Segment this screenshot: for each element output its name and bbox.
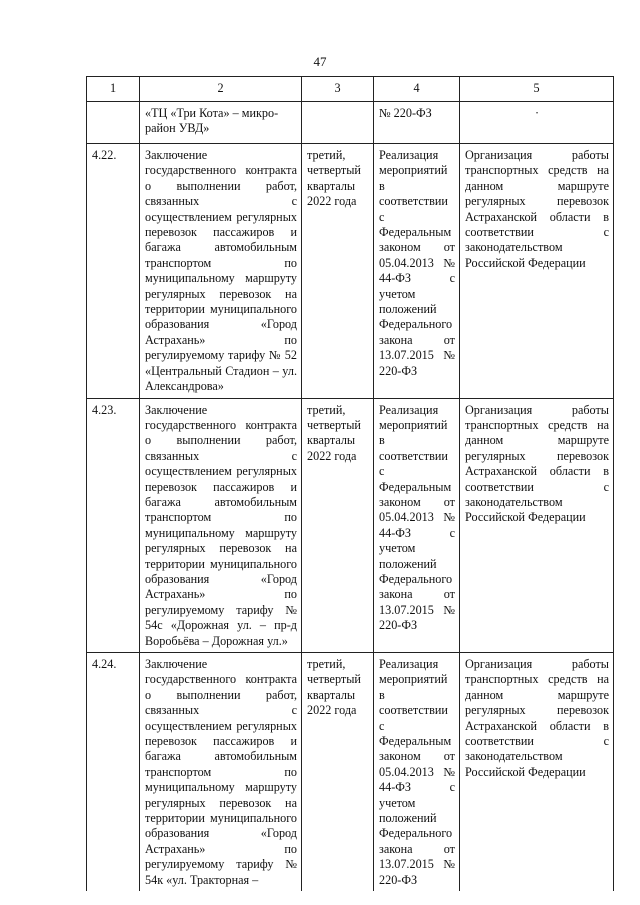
column-header: 3: [302, 77, 374, 102]
row-period: третий, четвертый кварталы 2022 года: [302, 398, 374, 653]
table-row: [87, 653, 614, 892]
row-subject: Заключение государственного контракта о выполнении работ, связанных с осуществлением регулярных перевозок пассажиров и багажа автомобильным транспортом по муниципальному маршруту регулярных перевозок на территории муниципального образования «Город Астрахань» по регулируемому тарифу № 52 «Центральный Стадион – ул. Александрова»: [140, 144, 302, 399]
table-row: [87, 398, 614, 653]
column-header: 4: [374, 77, 460, 102]
table-header-row: [87, 77, 614, 102]
row-subject: Заключение государственного контракта о выполнении работ, связанных с осуществлением регулярных перевозок пассажиров и багажа автомобильным транспортом по муниципальному маршруту регулярных перевозок на территории муниципального образования «Город Астрахань» по регулируемому тарифу № 54к «ул. Тракторная –: [140, 653, 302, 892]
plan-table: [86, 76, 614, 891]
table-row: [87, 144, 614, 399]
row-basis: Реализация мероприятий в соответствии с Федеральным законом от 05.04.2013 № 44-ФЗ с учетом положений Федерального закона от 13.07.2015 № 220-ФЗ: [374, 398, 460, 653]
row-number: 4.24.: [87, 653, 140, 892]
row-number: 4.23.: [87, 398, 140, 653]
row-goal: Организация работы транспортных средств на данном маршруте регулярных перевозок Астраханской области в соответствии с законодательством Российской Федерации: [460, 398, 614, 653]
row-period: [302, 102, 374, 144]
row-goal: Организация работы транспортных средств на данном маршруте регулярных перевозок Астраханской области в соответствии с законодательством Российской Федерации: [460, 144, 614, 399]
row-subject: «ТЦ «Три Кота» – микро- район УВД»: [140, 102, 302, 144]
row-period: третий, четвертый кварталы 2022 года: [302, 144, 374, 399]
row-goal: ·: [460, 102, 614, 144]
row-basis: Реализация мероприятий в соответствии с Федеральным законом от 05.04.2013 № 44-ФЗ с учетом положений Федерального закона от 13.07.2015 № 220-ФЗ: [374, 653, 460, 892]
row-period: третий, четвертый кварталы 2022 года: [302, 653, 374, 892]
column-header: 2: [140, 77, 302, 102]
table-row: [87, 102, 614, 144]
page-number: 47: [313, 54, 327, 69]
row-number: [87, 102, 140, 144]
row-number: 4.22.: [87, 144, 140, 399]
column-header: 5: [460, 77, 614, 102]
row-goal: Организация работы транспортных средств на данном маршруте регулярных перевозок Астраханской области в соответствии с законодательством Российской Федерации: [460, 653, 614, 892]
row-basis: Реализация мероприятий в соответствии с Федеральным законом от 05.04.2013 № 44-ФЗ с учетом положений Федерального закона от 13.07.2015 № 220-ФЗ: [374, 144, 460, 399]
row-basis: № 220-ФЗ: [374, 102, 460, 144]
column-header: 1: [87, 77, 140, 102]
row-subject: Заключение государственного контракта о выполнении работ, связанных с осуществлением регулярных перевозок пассажиров и багажа автомобильным транспортом по муниципальному маршруту регулярных перевозок на территории муниципального образования «Город Астрахань» по регулируемому тарифу № 54с «Дорожная ул. – пр-д Воробьёва – Дорожная ул.»: [140, 398, 302, 653]
